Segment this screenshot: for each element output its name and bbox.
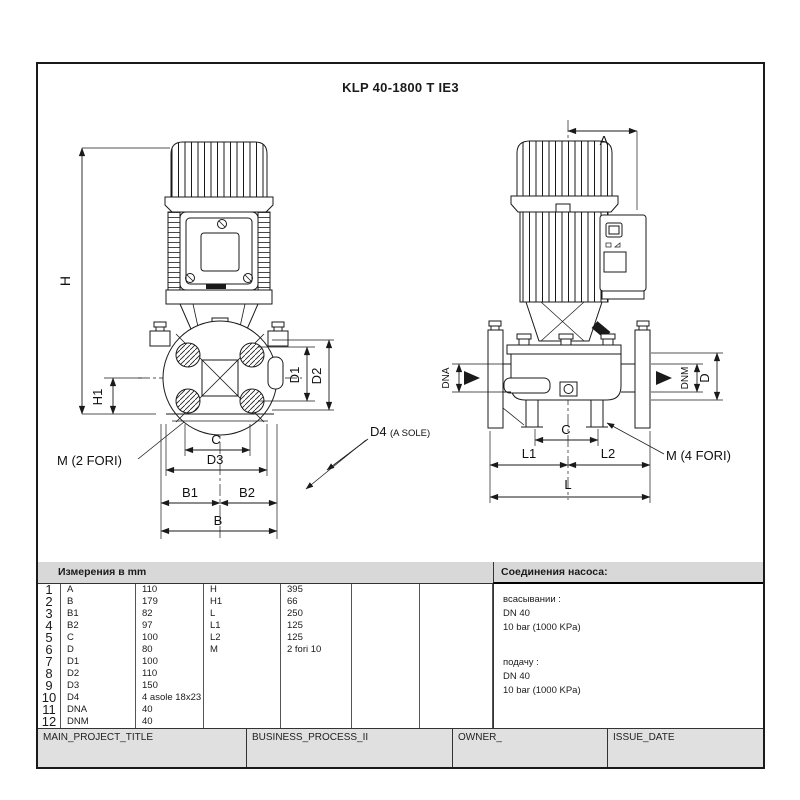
measure-key: D2 — [61, 668, 136, 680]
measure-value: 80 — [136, 644, 204, 656]
measure-value: 110 — [136, 668, 204, 680]
page-title: KLP 40-1800 T IE3 — [342, 80, 459, 95]
footer-owner: OWNER_ — [453, 729, 608, 767]
row-number: 1 — [38, 584, 61, 596]
flow-arrow-delivery — [656, 371, 672, 385]
dim-label-l1: L1 — [521, 446, 537, 461]
table-row — [38, 692, 493, 704]
dim-label-b: B — [213, 513, 223, 528]
bolt-hole — [176, 389, 200, 413]
dim-label-dna: DNA — [441, 367, 452, 389]
measure-key: B — [61, 596, 136, 608]
measure-key: C — [61, 632, 136, 644]
measure-value: 125 — [281, 632, 352, 644]
dim-label-d2: D2 — [309, 367, 324, 385]
measure-key — [204, 680, 281, 692]
row-number: 8 — [38, 668, 61, 680]
delivery-label: подачу : — [503, 657, 539, 668]
table-row — [38, 632, 493, 644]
table-row — [38, 656, 493, 668]
dim-label-dnm: DNM — [680, 366, 691, 390]
suction-label: всасывании : — [503, 594, 561, 605]
table-row — [38, 704, 493, 716]
measure-value: 150 — [136, 680, 204, 692]
dim-label-d4: D4 — [370, 424, 387, 439]
dim-label-a: A — [599, 133, 609, 148]
dim-label-b2: B2 — [239, 485, 255, 500]
measure-key: D4 — [61, 692, 136, 704]
row-number: 9 — [38, 680, 61, 692]
fan-cover-side — [517, 141, 612, 196]
fan-cover — [171, 142, 267, 197]
dim-label-d: D — [697, 373, 712, 383]
row-number: 6 — [38, 644, 61, 656]
row-number: 12 — [38, 716, 61, 728]
delivery-pressure: 10 bar (1000 KPa) — [503, 685, 581, 696]
measure-key — [204, 692, 281, 704]
suction-pressure: 10 bar (1000 KPa) — [503, 622, 581, 633]
dim-label-c-side: C — [561, 422, 571, 437]
motor-fins-left — [168, 212, 180, 290]
footer-business-process: BUSINESS_PROCESS_II — [247, 729, 453, 767]
flow-arrow-suction — [464, 371, 480, 385]
bolt-hole — [176, 343, 200, 367]
measure-value: 179 — [136, 596, 204, 608]
dim-label-l2: L2 — [600, 446, 616, 461]
measure-key: A — [61, 584, 136, 596]
dim-label-l: L — [564, 477, 572, 492]
dim-label-b1: B1 — [182, 485, 198, 500]
measure-key: L2 — [204, 632, 281, 644]
dim-label-c: C — [211, 432, 221, 447]
dim-label-d1: D1 — [287, 366, 302, 384]
row-number: 4 — [38, 620, 61, 632]
dim-label-d4-note: (A SOLE) — [390, 428, 431, 439]
measure-value — [281, 668, 352, 680]
suction-dn: DN 40 — [503, 608, 530, 619]
title-block — [38, 728, 763, 767]
side-view — [464, 120, 672, 500]
delivery-dn: DN 40 — [503, 671, 530, 682]
table-row — [38, 620, 493, 632]
dim-label-h1: H1 — [90, 388, 105, 406]
measure-key: L — [204, 608, 281, 620]
measure-key: D — [61, 644, 136, 656]
connections-header: Соединения насоса: — [493, 562, 763, 584]
dim-label-m2fori: M (2 FORI) — [57, 453, 122, 468]
row-number: 3 — [38, 608, 61, 620]
measure-key — [204, 668, 281, 680]
table-row — [38, 680, 493, 692]
table-row — [38, 716, 493, 728]
row-number: 5 — [38, 632, 61, 644]
measure-key: L1 — [204, 620, 281, 632]
table-row — [38, 644, 493, 656]
delivery-flange — [635, 330, 650, 428]
front-view — [138, 142, 302, 540]
measure-value: 82 — [136, 608, 204, 620]
dim-label-d3: D3 — [206, 452, 224, 467]
table-row — [38, 596, 493, 608]
measure-value: 395 — [281, 584, 352, 596]
measure-key: D1 — [61, 656, 136, 668]
measure-value: 125 — [281, 620, 352, 632]
slot-boss — [268, 357, 283, 389]
footer-main-project-title: MAIN_PROJECT_TITLE — [38, 729, 247, 767]
table-row — [38, 584, 493, 596]
table-row — [38, 608, 493, 620]
row-number: 2 — [38, 596, 61, 608]
measure-value: 66 — [281, 596, 352, 608]
measure-key: H — [204, 584, 281, 596]
row-number: 11 — [38, 704, 61, 716]
table-row — [38, 668, 493, 680]
motor-body-side — [520, 212, 608, 302]
footer-issue-date: ISSUE_DATE — [608, 729, 763, 767]
measure-value: 110 — [136, 584, 204, 596]
measurements-table — [38, 584, 493, 728]
measure-key — [204, 716, 281, 728]
measure-key — [204, 656, 281, 668]
measure-value: 100 — [136, 632, 204, 644]
measure-value: 2 fori 10 — [281, 644, 352, 656]
measure-key: H1 — [204, 596, 281, 608]
dim-label-m4fori: M (4 FORI) — [666, 448, 731, 463]
suction-flange — [488, 330, 503, 428]
measure-value: 100 — [136, 656, 204, 668]
measure-key: B1 — [61, 608, 136, 620]
bolt-hole — [240, 343, 264, 367]
measure-value — [281, 680, 352, 692]
measure-key: D3 — [61, 680, 136, 692]
pump-connections — [493, 584, 763, 728]
measure-key: B2 — [61, 620, 136, 632]
measure-value: 4 asole 18x23 — [136, 692, 204, 704]
measure-key: DNA — [61, 704, 136, 716]
measure-value: 40 — [136, 704, 204, 716]
motor-fins-right — [258, 212, 270, 290]
measure-value — [281, 704, 352, 716]
row-number: 7 — [38, 656, 61, 668]
measure-value: 40 — [136, 716, 204, 728]
measurements-header: Измерения в mm — [38, 562, 493, 584]
measure-value — [281, 692, 352, 704]
row-number: 10 — [38, 692, 61, 704]
measure-value: 250 — [281, 608, 352, 620]
measure-key: DNM — [61, 716, 136, 728]
measure-value: 97 — [136, 620, 204, 632]
measure-key: M — [204, 644, 281, 656]
terminal-cover — [180, 212, 258, 290]
measure-key — [204, 704, 281, 716]
dim-label-h: H — [57, 275, 73, 287]
measure-value — [281, 716, 352, 728]
measure-value — [281, 656, 352, 668]
